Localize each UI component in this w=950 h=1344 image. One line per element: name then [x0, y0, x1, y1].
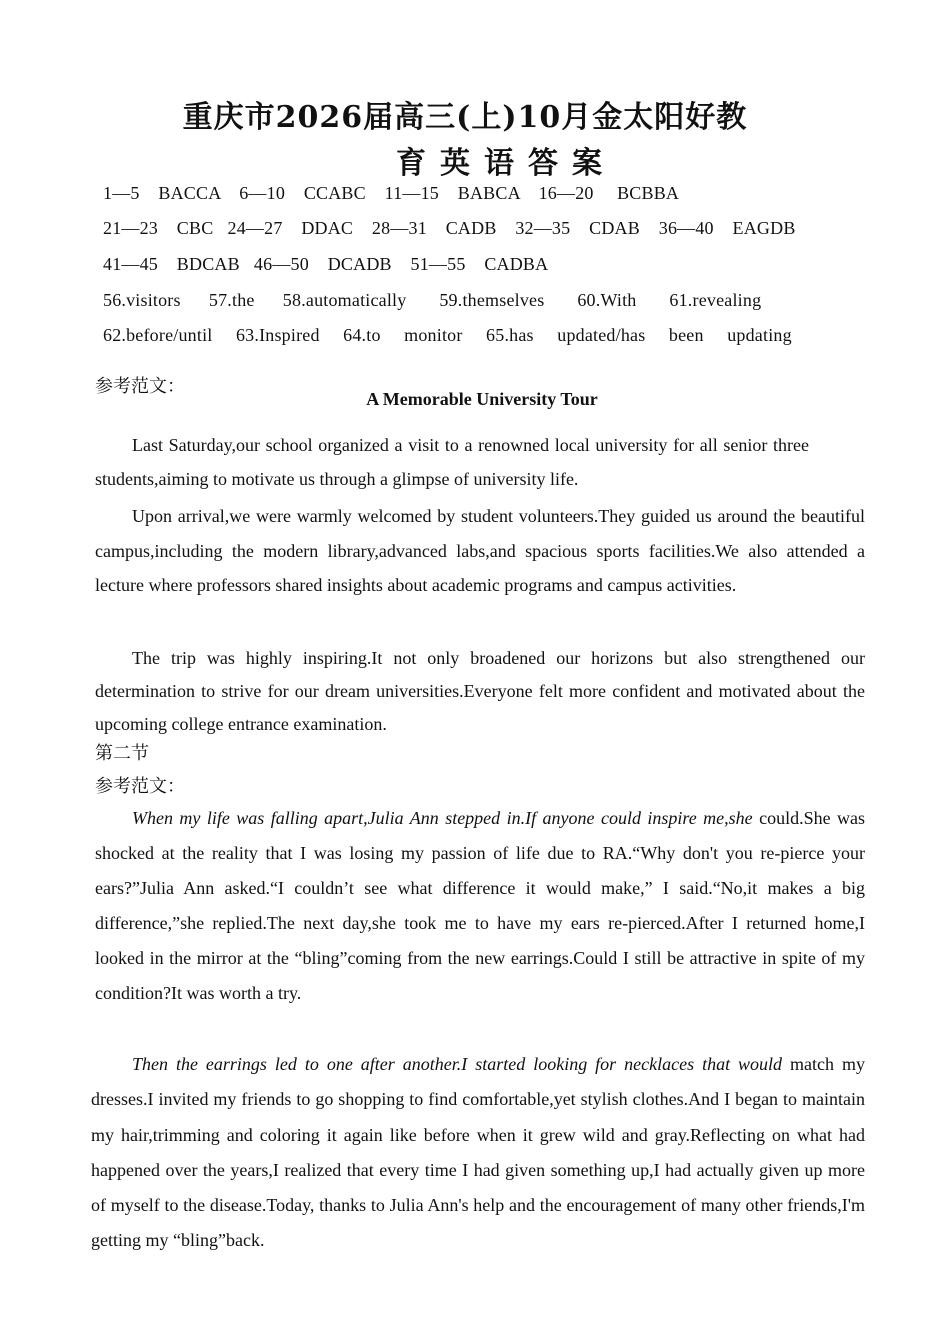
essay-paragraph-3: The trip was highly inspiring.It not only broadened our horizons but also strengthened our determination to strive for our dream universities.Everyone felt more confident and motivated about the upcoming college entrance examination.: [95, 648, 865, 734]
answer-row-2: 21—23 CBC 24—27 DDAC 28—31 CADB 32—35 CDAB 36—40 EAGDB: [103, 218, 796, 238]
section-two-reference-label: 参考范文：: [95, 776, 185, 797]
paragraph-2-lead-sentence: Then the earrings led to one after another.I started looking for necklaces that would: [132, 1054, 783, 1074]
document-title-line1: 重庆市2026届高三(上)10月金太阳好教: [182, 100, 748, 135]
document-title-line2: 育英语答案: [396, 146, 616, 181]
continuation-paragraph-2: [91, 1047, 865, 1259]
reference-essay-label: 参考范文：: [95, 376, 185, 397]
essay-paragraph-1: Last Saturday,our school organized a visit to a renowned local university for all senior three students,aiming to motivate us through a glimpse of university life.: [95, 435, 809, 489]
continuation-paragraph-1: [95, 801, 865, 1011]
section-two-label: 第二节: [95, 743, 149, 764]
paragraph-1-body: could.She was shocked at the reality that I was losing my passion of life due to RA.“Why don't you re-pierce your ears?”Julia Ann asked.“I couldn’t see what difference it would make,” I said.“No,it makes a big difference,”she replied.The next day,she took me to have my ears re-pierced.After I returned home,I looked in the mirror at the “bling”coming from the new earrings.Could I still be attractive in spite of my condition?It was worth a try.: [95, 808, 865, 1003]
answer-row-1: 1—5 BACCA 6—10 CCABC 11—15 BABCA 16—20 BCBBA: [103, 183, 680, 203]
answer-row-3: 41—45 BDCAB 46—50 DCADB 51—55 CADBA: [103, 254, 549, 274]
paragraph-2-body: match my dresses.I invited my friends to go shopping to find comfortable,yet stylish clothes.And I began to maintain my hair,trimming and coloring it again like before when it grew wild and gray.Reflecting on what had happened over the years,I realized that every time I had given something up,I had actually given up more of myself to the disease.Today, thanks to Julia Ann's help and the encouragement of many other friends,I'm getting my “bling”back.: [91, 1054, 865, 1251]
answer-row-5: 62.before/until 63.Inspired 64.to monitor 65.has updated/has been updating: [103, 325, 792, 345]
essay-title: A Memorable University Tour: [366, 389, 598, 409]
essay-paragraph-2: Upon arrival,we were warmly welcomed by student volunteers.They guided us around the beautiful campus,including the modern library,advanced labs,and spacious sports facilities.We also attended a lecture where professors shared insights about academic programs and campus activities.: [95, 506, 865, 595]
answer-row-4: 56.visitors 57.the 58.automatically 59.themselves 60.With 61.revealing: [103, 290, 762, 310]
paragraph-1-lead-sentence: When my life was falling apart,Julia Ann stepped in.If anyone could inspire me,she: [132, 808, 753, 828]
